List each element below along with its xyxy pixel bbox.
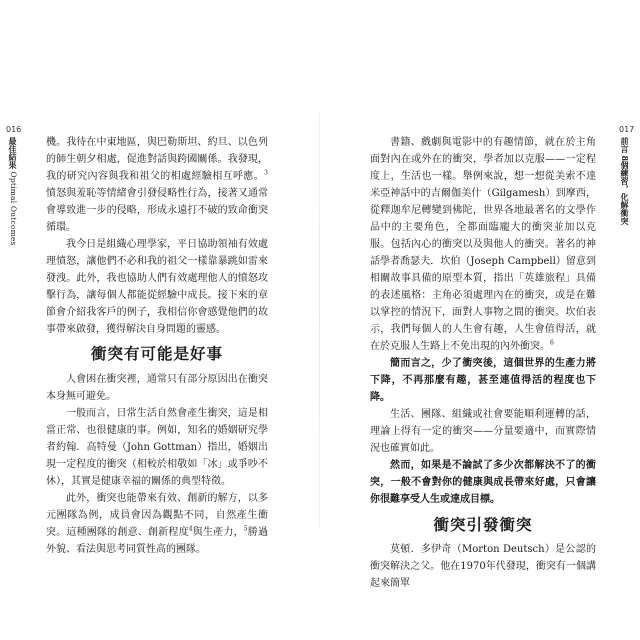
footnote-marker: 6 — [550, 339, 554, 347]
paragraph-text: 此外，衝突也能帶來有效、創新的解方，以多元團隊為例，成員會因為觀點不同，自然產生衝突。這種團隊的創意、創新程度 — [46, 493, 268, 538]
left-page-body — [46, 134, 268, 558]
footnote-marker: 5 — [243, 525, 248, 533]
paragraph: 一般而言，日常生活自然會產生衝突，這是相當正常、也很健康的事。例如，知名的婚姻研究學者約翰．高特曼（John Gottman）指出，婚姻出現一定程度的衝突（相較於相敬如「冰」或爭吵不休），其實是健康幸福的關係的典型特徵。 — [46, 408, 268, 487]
footnote-marker: 4 — [188, 525, 193, 533]
running-head-right-2: 8個練習，化解衝突 — [620, 155, 630, 226]
section-heading: 衝突有可能是好事 — [90, 344, 223, 363]
paragraph-text: 機。我待在中東地區，與巴勒斯坦、約旦、以色列的師生朝夕相處，促進對話與跨國關係。我發現，我的研究內容與我和祖父的相處經驗相互呼應。 — [46, 137, 268, 182]
paragraph — [46, 134, 268, 236]
running-head-left-en: Optimal Outcomes — [9, 171, 18, 246]
paragraph-text: 書籍、戲劇與電影中的有趣情節，就在於主角面對內在或外在的衝突，學者加以克服——一定程度上，生活也一樣。舉例來說，想一想從美索不達米亞神話中的吉爾伽美什（Gilgamesh）到摩西，從釋迦牟尼轉變到佛陀，世界各地最著名的文學作品中的主要角色，全都面臨龐大的衝突並加以克服。包括內心的衝突以及與他人的衝突。著名的神話學者喬瑟夫．坎伯（Joseph Campbell）留意到相關故事具備的原型本質，指出「英雄旅程」具備的表述風格：主角必須處理內在的衝突，或是在難以掌控的情況下，面對人事物之間的衝突。坎伯表示，我們每個人的人生會有趣，人生會值得活，就在於克服人生路上不免出現的內外衝突。 — [370, 137, 596, 352]
emphasis-paragraph: 然而，如果是不論試了多少次都解決不了的衝突，一般不會對你的健康與成長帶來好處，只會讓你很難享受人生或達成目標。 — [370, 460, 596, 505]
right-page-body — [370, 134, 596, 592]
running-head-left — [8, 137, 18, 246]
paragraph-text: 與生產力， — [192, 527, 244, 538]
emphasis-paragraph: 簡而言之，少了衝突後，這個世界的生產力將下降，不再那麼有趣，甚至連值得活的程度也下降。 — [370, 358, 596, 403]
paragraph — [46, 490, 268, 558]
paragraph-text: 憤怒與羞恥等情緒會引發侵略性行為，接著又通常會導致進一步的侵略，形成永遠打不破的致命衝突循環。 — [46, 188, 268, 233]
page-gutter — [319, 110, 320, 530]
paragraph: 我今日是組織心理學家，平日協助領袖有效處理憤怒，讓他們不必和我的祖父一樣靠暴跳如雷來發洩。此外，我也協助人們有效處理他人的憤怒攻擊行為，讓每個人都能從經驗中成長。接下來的章節會介紹我客戶的例子，我相信你會感覺他們的故事帶來啟發，獲得解決自身問題的靈感。 — [46, 239, 268, 335]
paragraph: 莫頓．多伊奇（Morton Deutsch）是公認的衝突解決之父。他在1970年代發現，衝突有一個講起來簡單 — [370, 544, 596, 589]
running-head-right — [620, 137, 630, 225]
paragraph-text: 勝過外貌、看法與思考同質性高的團隊。 — [46, 527, 269, 555]
paragraph: 生活、團隊、組織或社會要能順利運轉的話，理論上得有一定的衝突——分量要適中，而實際情況也確實如此。 — [370, 409, 596, 454]
section-heading: 衝突引發衝突 — [433, 515, 533, 534]
running-head-right-1: 前言 — [620, 137, 630, 153]
page-number-right: 017 — [619, 125, 635, 134]
paragraph: 人會困在衝突裡，通常只有部分原因出在衝突本身無可避免。 — [46, 374, 268, 402]
footnote-marker: 3 — [264, 169, 268, 177]
paragraph — [370, 134, 596, 355]
running-head-left-cn: 最佳結果 — [8, 137, 18, 169]
page-number-left: 016 — [6, 125, 22, 134]
